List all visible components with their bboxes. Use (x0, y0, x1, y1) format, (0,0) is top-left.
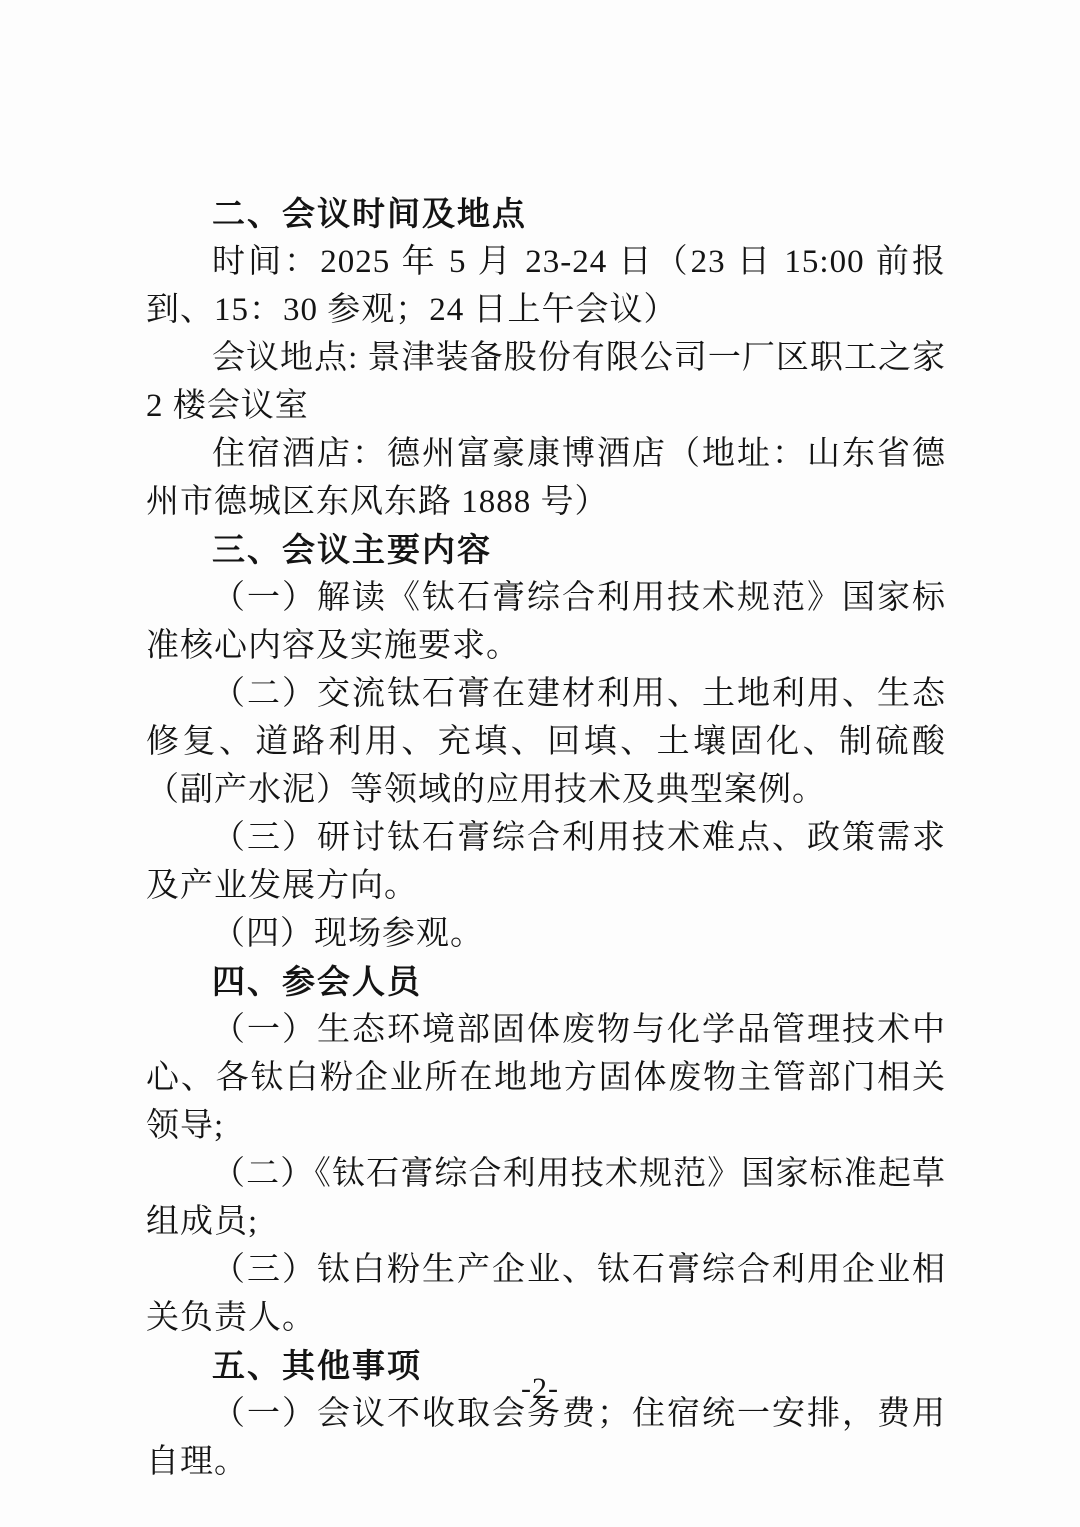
document-body (146, 190, 946, 1486)
section-heading: 二、会议时间及地点 (212, 195, 527, 232)
body-paragraph: 住宿酒店：德州富豪康博酒店（地址：山东省德州市德城区东风东路 1888 号） (146, 436, 946, 520)
body-paragraph: （二）交流钛石膏在建材利用、土地利用、生态修复、道路利用、充填、回填、土壤固化、制硫酸（副产水泥）等领域的应用技术及典型案例。 (146, 676, 946, 808)
page-number: -2- (521, 1372, 559, 1405)
section-heading: 五、其他事项 (212, 1347, 422, 1384)
section-heading: 四、参会人员 (212, 963, 422, 1000)
body-paragraph: （三）研讨钛石膏综合利用技术难点、政策需求及产业发展方向。 (146, 820, 946, 904)
page-footer (0, 1372, 1080, 1406)
body-paragraph: （一）生态环境部固体废物与化学品管理技术中心、各钛白粉企业所在地地方固体废物主管部门相关领导; (146, 1012, 946, 1144)
body-paragraph: 时间：2025 年 5 月 23-24 日（23 日 15:00 前报到、15：30 参观；24 日上午会议） (146, 244, 946, 328)
body-paragraph: （一）会议不收取会务费；住宿统一安排，费用自理。 (146, 1396, 946, 1480)
body-paragraph: （三）钛白粉生产企业、钛石膏综合利用企业相关负责人。 (146, 1252, 946, 1336)
body-paragraph: （一）解读《钛石膏综合利用技术规范》国家标准核心内容及实施要求。 (146, 580, 946, 664)
body-paragraph: （二）《钛石膏综合利用技术规范》国家标准起草组成员; (146, 1156, 946, 1240)
body-paragraph: （四）现场参观。 (212, 916, 484, 952)
body-paragraph: 会议地点: 景津装备股份有限公司一厂区职工之家 2 楼会议室 (146, 340, 946, 424)
section-heading: 三、会议主要内容 (212, 531, 492, 568)
